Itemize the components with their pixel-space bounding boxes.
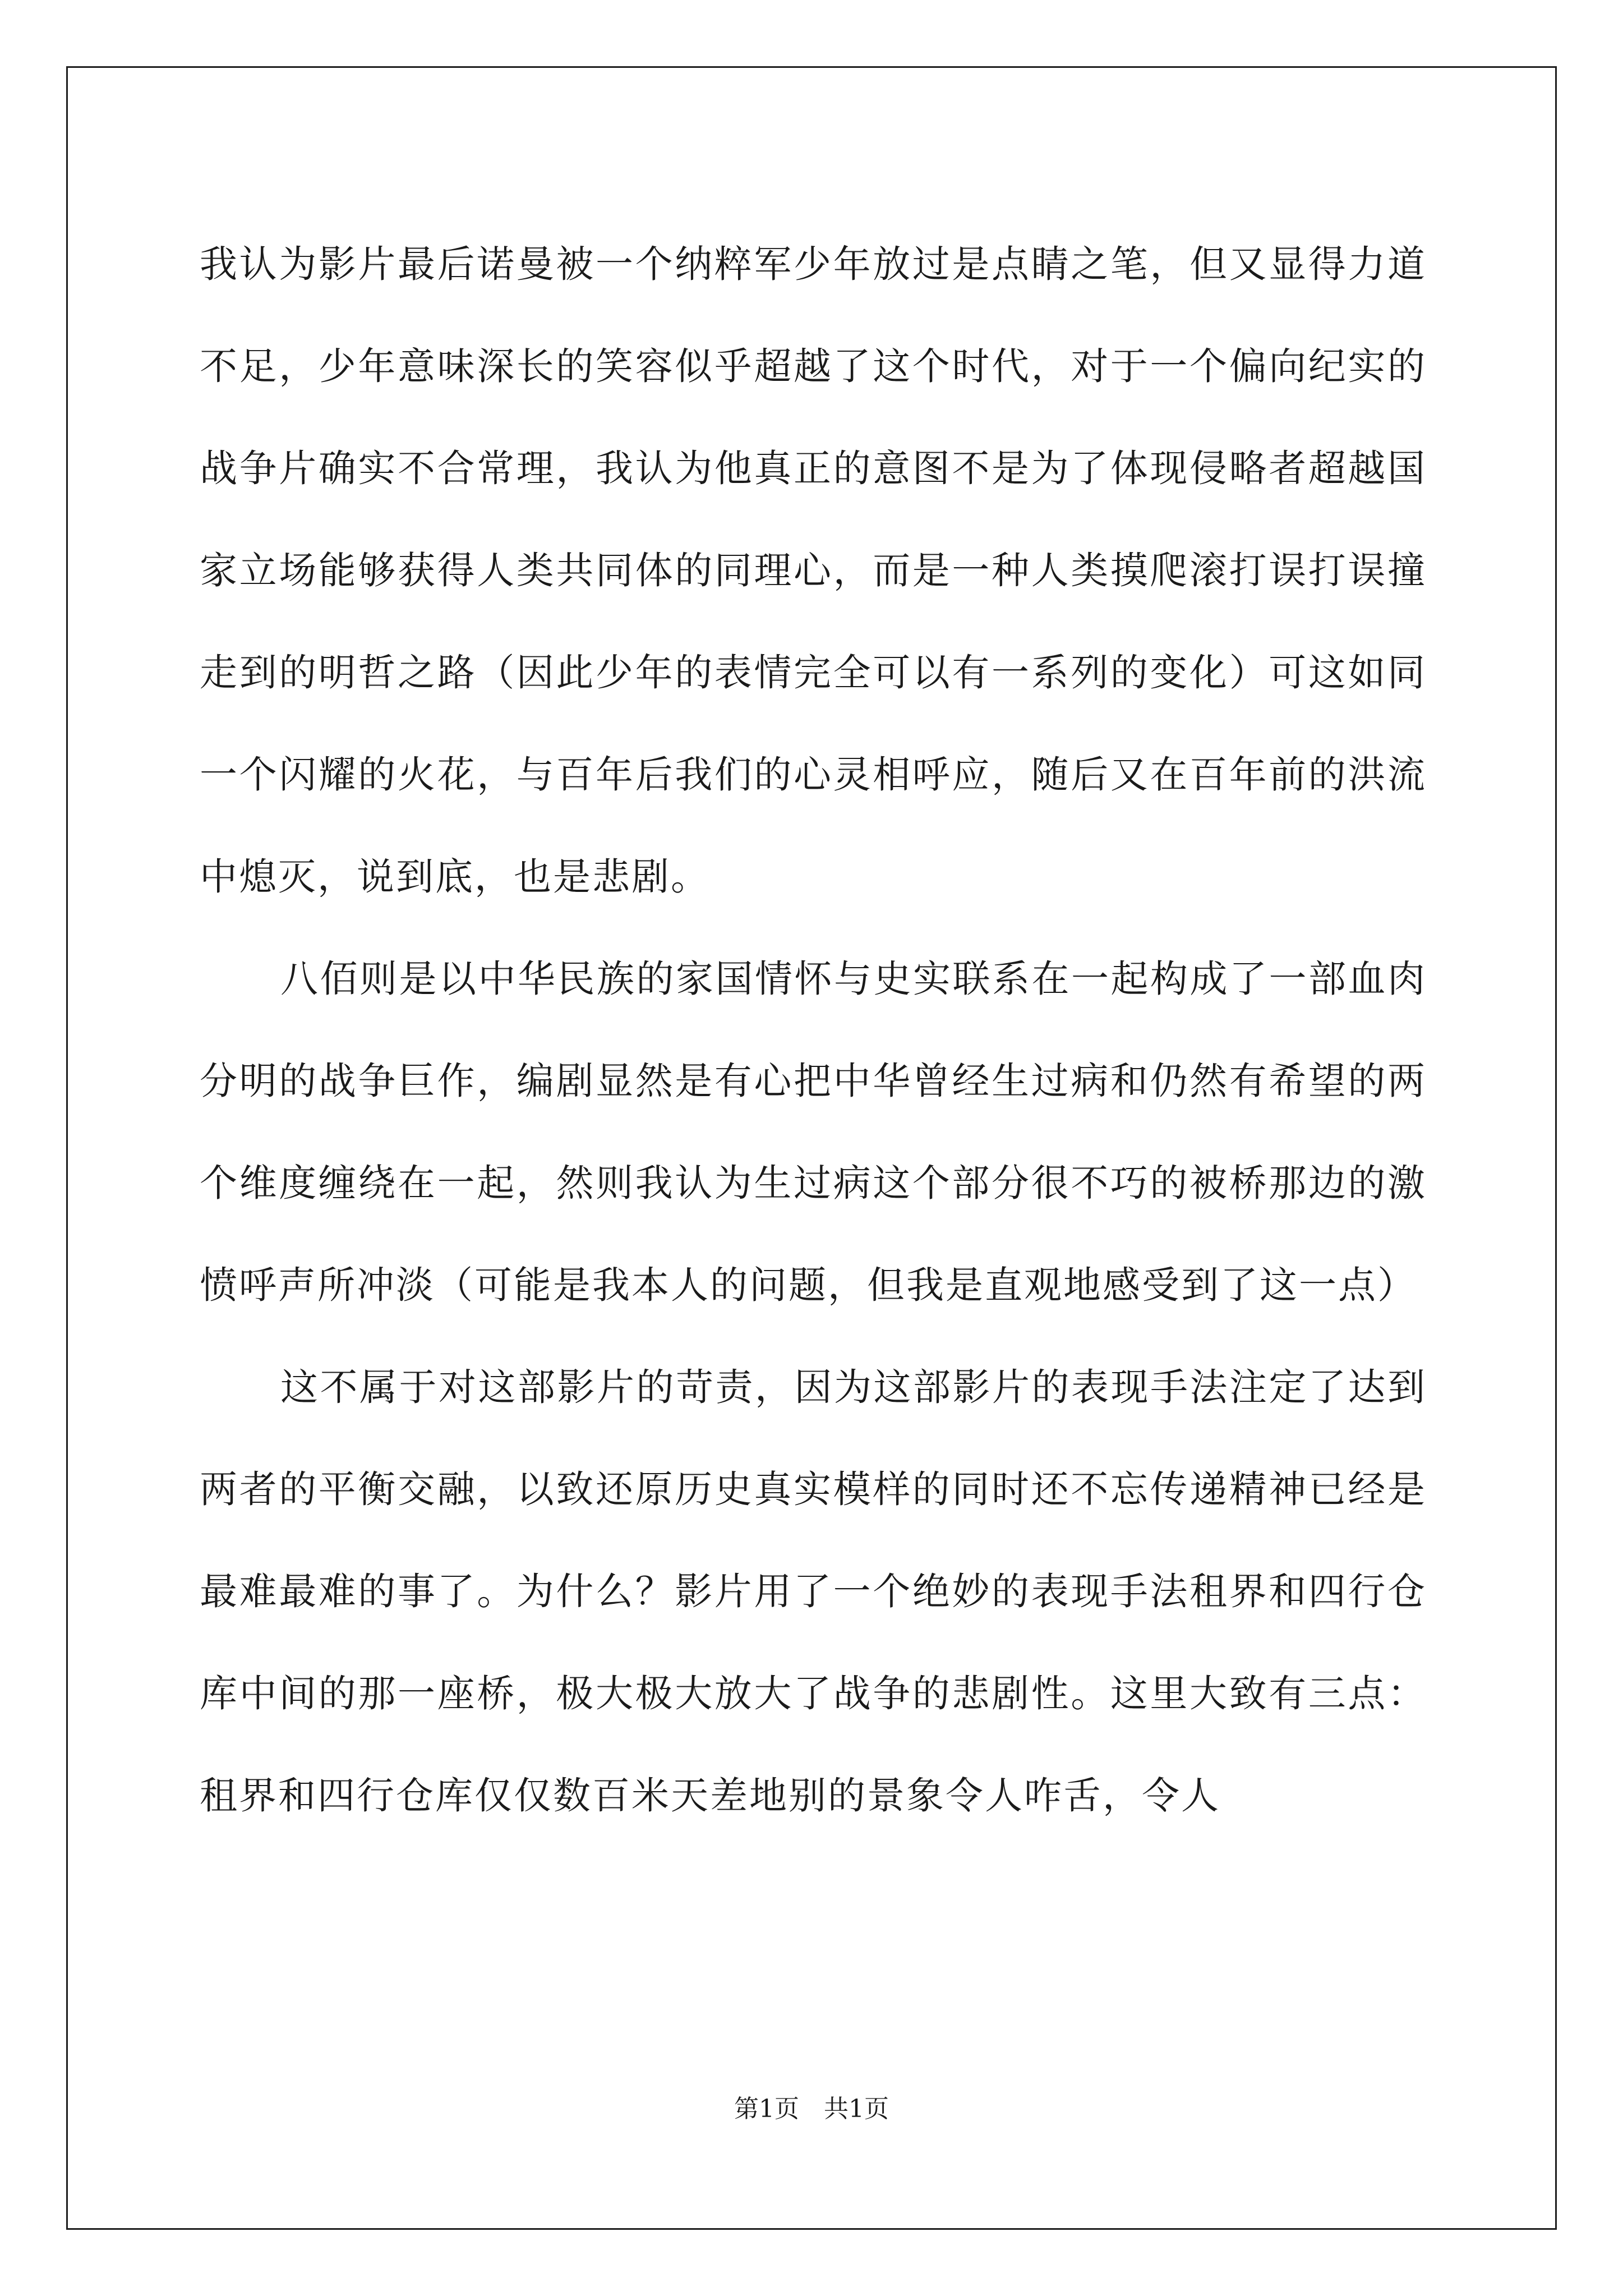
paragraph-2: 八佰则是以中华民族的家国情怀与史实联系在一起构成了一部血肉分明的战争巨作，编剧显然是有心把中华曾经生过病和仍然有希望的两个维度缠绕在一起，然则我认为生过病这个部分很不巧的被桥那边的激愤呼声所冲淡（可能是我本人的问题，但我是直观地感受到了这一点） bbox=[200, 957, 1427, 1307]
page-number-footer: 第1页 共1页 bbox=[734, 2095, 889, 2123]
document-body bbox=[200, 213, 1427, 1847]
paragraph-3: 这不属于对这部影片的苛责，因为这部影片的表现手法注定了达到两者的平衡交融，以致还原历史真实模样的同时还不忘传递精神已经是最难最难的事了。为什么？影片用了一个绝妙的表现手法租界和四行仓库中间的那一座桥，极大极大放大了战争的悲剧性。这里大致有三点：租界和四行仓库仅仅数百米天差地别的景象令人咋舌，令人 bbox=[200, 1365, 1427, 1818]
paragraph-1: 我认为影片最后诺曼被一个纳粹军少年放过是点睛之笔，但又显得力道不足，少年意味深长的笑容似乎超越了这个时代，对于一个偏向纪实的战争片确实不合常理，我认为他真正的意图不是为了体现侵略者超越国家立场能够获得人类共同体的同理心，而是一种人类摸爬滚打误打误撞走到的明哲之路（因此少年的表情完全可以有一系列的变化）可这如同一个闪耀的火花，与百年后我们的心灵相呼应，随后又在百年前的洪流中熄灭，说到底，也是悲剧。 bbox=[200, 242, 1427, 899]
